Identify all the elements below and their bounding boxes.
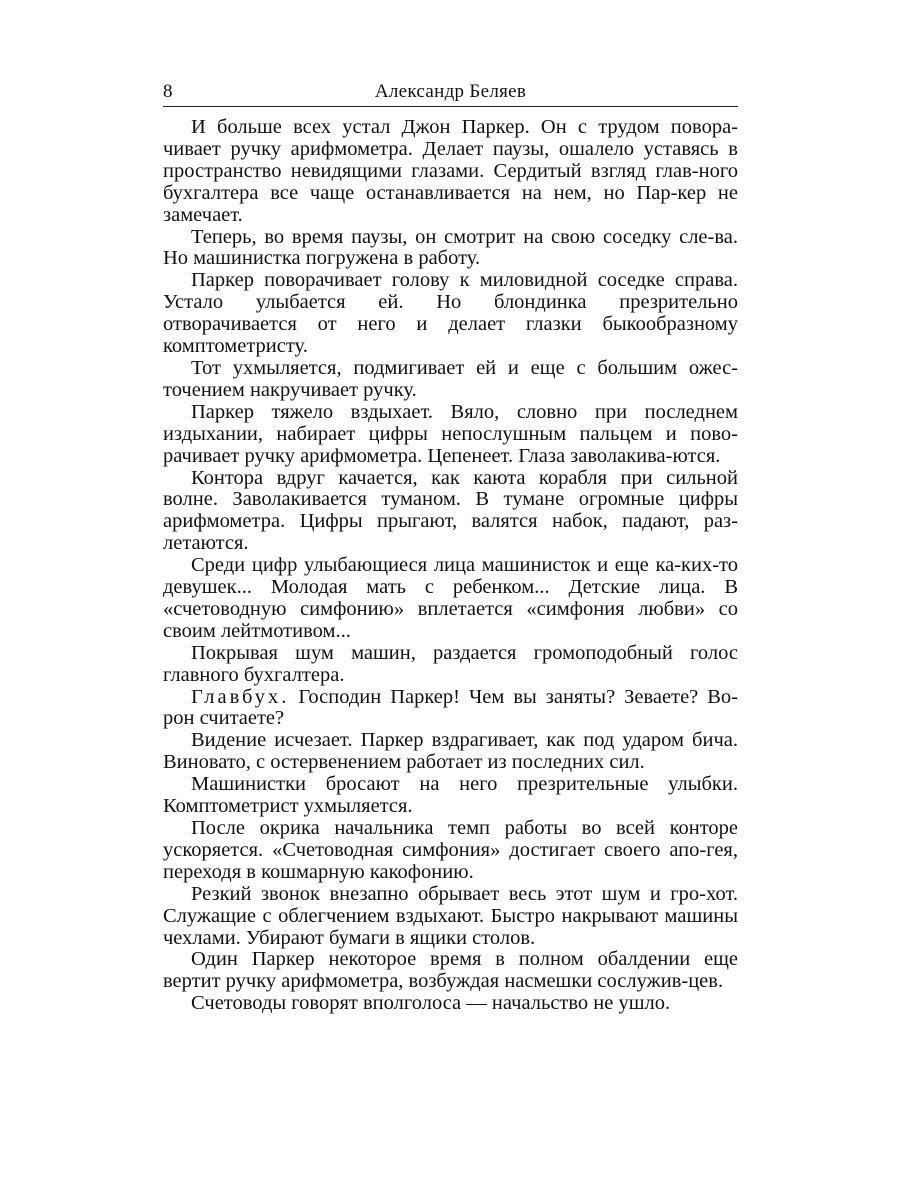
paragraph: Контора вдруг качается, как каюта корабля при сильной волне. Заволакивается туманом. В тумане огромные цифры арифмометра. Цифры прыгают, валятся набок, падают, раз-летаются.: [163, 466, 738, 555]
dialogue-paragraph: [163, 687, 738, 731]
paragraph: Паркер тяжело вздыхает. Вяло, словно при последнем издыхании, набирает цифры непослушным пальцем и пово-рачивает ручку арифмометра. Цепенеет. Глаза заволакива-ются.: [163, 400, 738, 467]
paragraph: После окрика начальника темп работы во всей конторе ускоряется. «Счетоводная симфония» достигает своего апо-гея, переходя в кошмарную какофонию.: [163, 817, 738, 883]
paragraph: И больше всех устал Джон Паркер. Он с трудом повора-чивает ручку арифмометра. Делает паузы, ошалело уставясь в пространство невидящими глазами. Сердитый взгляд глав-ного бухгалтера все чаще останавливается на нем, но Пар-кер не замечает.: [163, 116, 738, 226]
paragraph: Среди цифр улыбающиеся лица машинисток и еще ка-ких-то девушек... Молодая мать с ребенком... Детские лица. В «счетоводную симфонию» вплетается «симфония любви» со своим лейтмотивом...: [163, 554, 738, 642]
paragraph: Паркер поворачивает голову к миловидной соседке справа. Устало улыбается ей. Но блондинка презрительно отворачивается от него и делает глазки быкообразному комптометристу.: [163, 269, 738, 358]
paragraph: Покрывая шум машин, раздается громоподобный голос главного бухгалтера.: [163, 641, 738, 686]
paragraph: Видение исчезает. Паркер вздрагивает, как под ударом бича. Виновато, с остервенением работает из последних сил.: [163, 729, 738, 774]
paragraph: Тот ухмыляется, подмигивает ей и еще с большим ожес-точением накручивает ручку.: [163, 356, 738, 401]
speaker-name: Главбух.: [191, 685, 290, 708]
book-page: [163, 78, 738, 1015]
page-number: 8: [163, 81, 173, 102]
paragraph: Резкий звонок внезапно обрывает весь этот шум и гро-хот. Служащие с облегчением вздыхают. Быстро накрывают машины чехлами. Убирают бумаги в ящики столов.: [163, 882, 738, 949]
paragraph: Теперь, во время паузы, он смотрит на свою соседку сле-ва. Но машинистка погружена в работу.: [163, 225, 738, 270]
author-name: Александр Беляев: [374, 81, 527, 102]
paragraph: Один Паркер некоторое время в полном обалдении еще вертит ручку арифмометра, возбуждая насмешки сослужив-цев.: [163, 948, 738, 993]
running-header: [163, 78, 738, 107]
body-text: [163, 117, 738, 1015]
dialogue-text: Господин Паркер! Чем вы заняты? Зеваете? Во-рон считаете?: [163, 685, 738, 730]
paragraph: Машинистки бросают на него презрительные улыбки. Комптометрист ухмыляется.: [163, 773, 738, 818]
paragraph: Счетоводы говорят вполголоса — начальство не ушло.: [191, 992, 671, 1015]
